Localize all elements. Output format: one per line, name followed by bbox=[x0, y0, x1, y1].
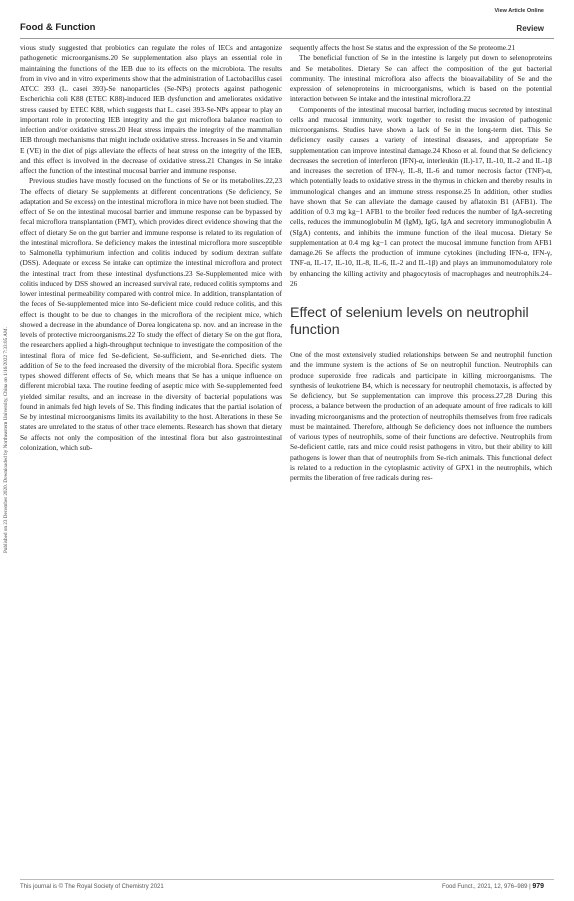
paragraph: Previous studies have mostly focused on the functions of Se or its metabolites.22,23 The effects of dietary Se supplements at different concentrations (Se deficiency, Se adaptation and Se excess) on the intestinal microflora in mice have not been studied. The effect of Se on the intestinal mucosal barrier and immune response can be bypassed by fecal microflora transplantation (FMT), which provides direct evidence showing that the effect of dietary Se on the gut barrier and immune response is related to its regulation of the intestinal microflora. Se deficiency makes the intestinal microflora more susceptible to Salmonella typhimurium infection and colitis induced by sodium dextran sulfate (DSS). Adequate or excess Se intake can optimize the intestinal microflora and protect the intestinal tract from these intestinal dysfunctions.23 Se-Supplemented mice with colitis induced by DSS showed an increased survival rate, reduced colitis symptoms and lower intestinal permeability compared with control mice. In addition, transplantation of the feces of Se-supplemented mice into Se-deficient mice could reduce colitis, and this effect is thought to be due to changes in the microflora of the recipient mice, which showed a decrease in the abundance of Dorea longicatena sp. nov. and an increase in the levels of protective microorganisms.22 To study the effect of dietary Se on the gut flora, the researchers applied a high-throughput technique to investigate the composition of the intestinal flora of mice fed Se-deficient, Se-sufficient, and Se-enriched diets. The addition of Se to the feed increased the diversity of the microbial flora. Specific system types showed different effects of Se, which means that Se has a unique influence on different microbial taxa. The routine feeding of aseptic mice with Se-supplemented feed yielded similar results, and an increase in the diversity of bacterial populations was found in animals fed high levels of Se. This finding indicates that the partial isolation of Se by intestinal microorganisms limits its availability to the host. Alterations in these Se states are unrelated to the status of other trace elements. Research has shown that dietary Se affects not only the composition of the intestinal flora but also gastrointestinal colonization, which sub- bbox=[20, 176, 282, 452]
paragraph: One of the most extensively studied relationships between Se and neutrophil function and the immune system is the actions of Se on neutrophil function. Neutrophils can produce superoxide free radicals and participate in killing microorganisms. The synthesis of leukotriene B4, which is necessary for neutrophil chemotaxis, is affected by Se deficiency, but Se supplementation can improve this process.27,28 During this process, a balance between the production of an adequate amount of free radicals to kill invading microorganisms and the protection of neutrophils themselves from free radicals must be maintained. Therefore, although Se deficiency does not influence the numbers of various types of neutrophils, some of their functions are defective. Neutrophils from Se-deficient cattle, rats and mice could resist pathogens in vitro, but their ability to kill pathogens is lower than that of neutrophils from Se-rich animals. This functional defect is related to a reduction in the cytoplasmic activity of GPX1 in the neutrophils, which permits the liberation of free radicals during res- bbox=[290, 350, 552, 482]
journal-name: Food & Function bbox=[20, 22, 96, 33]
paragraph: vious study suggested that probiotics can regulate the roles of IECs and antagonize pathogenetic microorganisms.20 Se supplementation also plays an essential role in maintaining the functions of the IEB due to its effects on the microbiota. The results from in vivo and in vitro experiments show that the administration of Lactobacillus casei ATCC 393 (L. casei 393)-Se nanoparticles (Se-NPs) protects against pathogenic Escherichia coli K88 (ETEC K88)-induced IEB dysfunction and ameliorates oxidative stress caused by ETEC K88, which suggests that L. casei 393-Se-NPs appear to play an important role in protecting IEB integrity and the gut microflora balance reaction to infection and/or oxidative stress.20 Heat stress impairs the integrity of the mammalian IEB through mechanisms that might include oxidative stress. Increases in Se and vitamin E (VE) in the diet of pigs alleviate the effects of heat stress on the integrity of the IEB, and this effect is involved in the decrease of oxidative stress.21 Changes in Se intake affect the function of the intestinal mucosal barrier and immune response. bbox=[20, 43, 282, 175]
left-column bbox=[20, 43, 282, 453]
right-column bbox=[290, 43, 552, 483]
copyright-notice: This journal is © The Royal Society of Chemistry 2021 bbox=[20, 884, 164, 890]
header-rule bbox=[20, 38, 554, 39]
page-header bbox=[0, 0, 574, 40]
citation-text: Food Funct., 2021, 12, 976–989 | bbox=[442, 884, 531, 890]
section-label: Review bbox=[516, 24, 544, 33]
paragraph: The beneficial function of Se in the intestine is largely put down to selenoproteins and Se metabolites. Dietary Se can affect the composition of the gut bacterial community. The intestinal microflora also affects the bioavailability of Se and the expression of selenoproteins in microorganisms, which is based on the potential interaction between Se intake and the intestinal microflora.22 bbox=[290, 53, 552, 104]
citation-footer bbox=[442, 883, 544, 890]
section-heading: Effect of selenium levels on neutrophil function bbox=[290, 305, 529, 338]
page-number: 979 bbox=[532, 883, 544, 890]
publication-side-note: Published on 23 December 2020. Downloaded by Northeastern University, China on 1/16/2022 7:33:05 AM. bbox=[3, 327, 9, 553]
paragraph: Components of the intestinal mucosal barrier, including mucus secreted by intestinal cells and mucosal immunity, work together to resist the invasion of pathogenic microorganisms. Studies have shown a lack of Se in the long-term diet. This Se deficiency easily causes a variety of intestinal diseases, and appropriate Se supplementation can improve intestinal damage.24 Khoso et al. found that Se deficiency decreases the secretion of interferon (IFN)-α, interleukin (IL)-17, IL-10, IL-2 and IL-1β and increases the secretion of IFN-γ, IL-8, IL-6 and tumor necrosis factor (TNF)-α, which potentially leads to oxidative stress in the thymus in chicken and thereby results in immunological changes and an immune stress response.25 In addition, other studies have shown that Se can alleviate the damage caused by aflatoxin B1 (AFB1). The addition of 0.3 mg kg−1 AFB1 to the broiler feed reduces the number of IgA-secreting cells, reduces the immunoglobulin M (IgM), IgG, IgA and secretory immunoglobulin A (SIgA) contents, and inhibits the immune function of the ileal mucosa. Dietary Se supplementation at 0.4 mg kg−1 can protect the mucosal immune function from AFB1 damage.26 Se affects the production of immune cytokines (including IFN-α, IFN-γ, TNF-α, IL-17, IL-10, IL-8, IL-6, IL-2 and IL-1β) and plays an immunomodulatory role by enhancing the killing activity and phagocytosis of macrophages and neutrophils.24–26 bbox=[290, 104, 552, 288]
paragraph: sequently affects the host Se status and the expression of the Se proteome.21 bbox=[290, 43, 516, 52]
view-article-online-link[interactable]: View Article Online bbox=[494, 8, 544, 14]
footer-rule bbox=[20, 879, 554, 880]
